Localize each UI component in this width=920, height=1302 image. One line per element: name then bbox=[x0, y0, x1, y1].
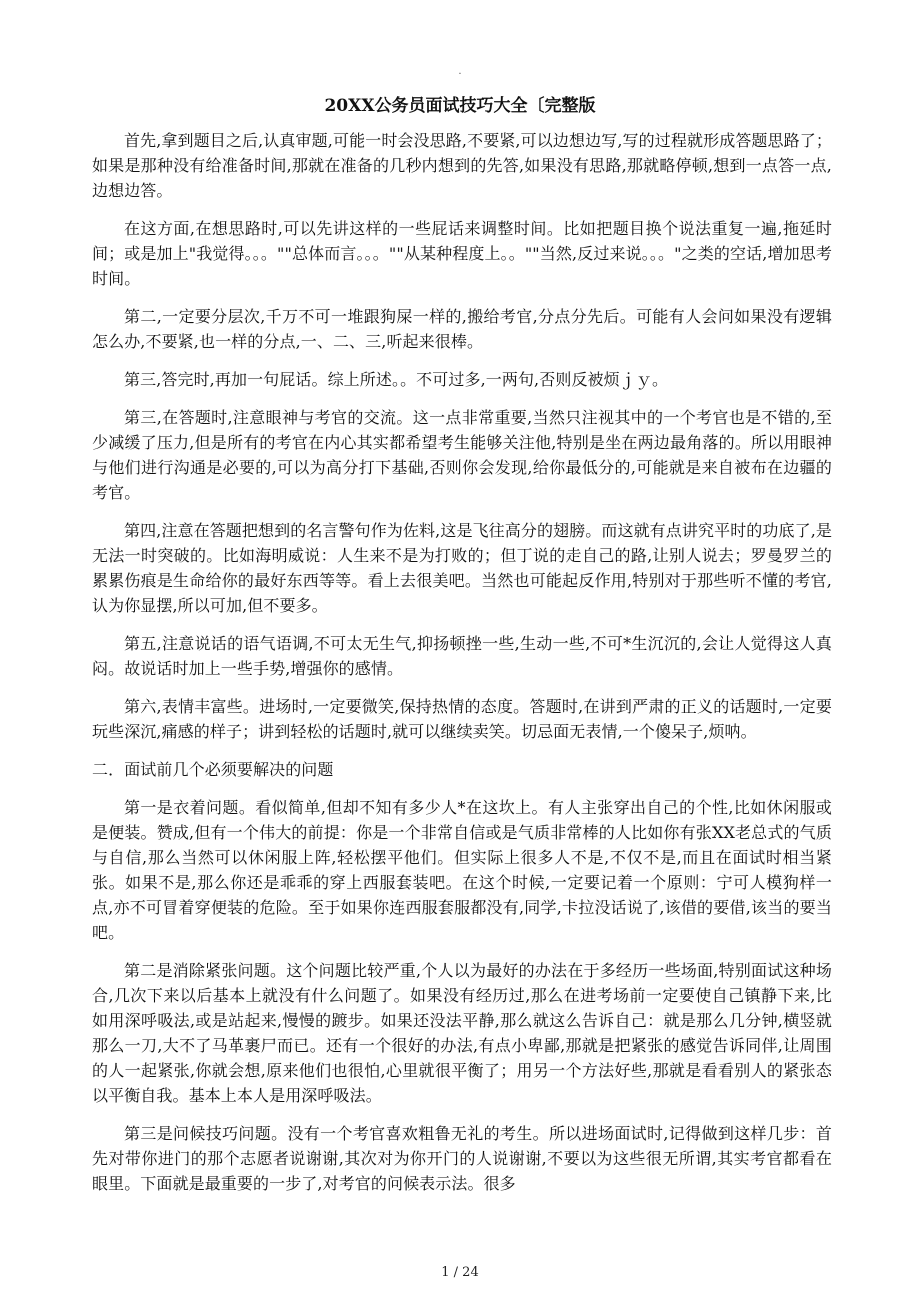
paragraph: 第五,注意说话的语气语调,不可太无生气,抑扬顿挫一些,生动一些,不可*生沉沉的,会让人觉得这人真闷。故说话时加上一些手势,增强你的感情。 bbox=[92, 634, 832, 678]
document-body bbox=[92, 128, 832, 1209]
paragraph: 第三,在答题时,注意眼神与考官的交流。这一点非常重要,当然只注视其中的一个考官也是不错的,至少减缓了压力,但是所有的考官在内心其实都希望考生能够关注他,特别是坐在两边最角落的。所以用眼神与他们进行沟通是必要的,可以为高分打下基础,否则你会发现,给你最低分的,可能就是来自被布在边疆的考官。 bbox=[92, 408, 832, 502]
page-number: 1 / 24 bbox=[441, 1265, 479, 1280]
paragraph: 首先,拿到题目之后,认真审题,可能一时会没思路,不要紧,可以边想边写,写的过程就形成答题思路了；如果是那种没有给准备时间,那就在准备的几秒内想到的先答,如果没有思路,那就略停顿,想到一点答一点,边想边答。 bbox=[92, 131, 832, 200]
paragraph: 第四,注意在答题把想到的名言警句作为佐料,这是飞往高分的翅膀。而这就有点讲究平时的功底了,是无法一时突破的。比如海明威说：人生来不是为打败的；但丁说的走自己的路,让别人说去；罗曼罗兰的累累伤痕是生命给你的最好东西等等。看上去很美吧。当然也可能起反作用,特别对于那些听不懂的考官,认为你显摆,所以可加,但不要多。 bbox=[92, 521, 832, 615]
paragraph: 在这方面,在想思路时,可以先讲这样的一些屁话来调整时间。比如把题目换个说法重复一遍,拖延时间；或是加上"我觉得。。。""总体而言。。。""从某种程度上。。""当然,反过来说。。。"之类的空话,增加思考时间。 bbox=[92, 219, 832, 288]
section-heading: 二．面试前几个必须要解决的问题 bbox=[92, 760, 334, 779]
paragraph: 第三是问候技巧问题。没有一个考官喜欢粗鲁无礼的考生。所以进场面试时,记得做到这样几步：首先对带你进门的那个志愿者说谢谢,其次对为你开门的人说谢谢,不要以为这些很无所谓,其实考官都看在眼里。下面就是最重要的一步了,对考官的问候表示法。很多 bbox=[92, 1124, 832, 1193]
paragraph: 第二,一定要分层次,千万不可一堆跟狗屎一样的,搬给考官,分点分先后。可能有人会问如果没有逻辑怎么办,不要紧,也一样的分点,一、二、三,听起来很棒。 bbox=[92, 307, 832, 351]
document-title: 20XX公务员面试技巧大全〔完整版 bbox=[324, 96, 596, 116]
paragraph: 第三,答完时,再加一句屁话。综上所述。。不可过多,一两句,否则反被烦ｊｙ。 bbox=[124, 370, 669, 389]
paragraph: 第一是衣着问题。看似简单,但却不知有多少人*在这坎上。有人主张穿出自己的个性,比如休闲服或是便装。赞成,但有一个伟大的前提：你是一个非常自信或是气质非常棒的人比如你有张XX老总式的气质与自信,那么当然可以休闲服上阵,轻松摆平他们。但实际上很多人不是,不仅不是,而且在面试时相当紧张。如果不是,那么你还是乖乖的穿上西服套装吧。在这个时候,一定要记着一个原则：宁可人模狗样一点,亦不可冒着穿便装的危险。至于如果你连西服套服都没有,同学,卡拉没话说了,该借的要借,该当的要当吧。 bbox=[92, 798, 832, 942]
paragraph: 第二是消除紧张问题。这个问题比较严重,个人以为最好的办法在于多经历一些场面,特别面试这种场合,几次下来以后基本上就没有什么问题了。如果没有经历过,那么在进考场前一定要使自己镇静下来,比如用深呼吸法,或是站起来,慢慢的踱步。如果还没法平静,那么就这么告诉自己：就是那么几分钟,横竖就那么一刀,大不了马革裹尸而已。还有一个很好的办法,有点小卑鄙,那就是把紧张的感觉告诉同伴,让周围的人一起紧张,你就会想,原来他们也很怕,心里就很平衡了；用另一个方法好些,那就是看看别人的紧张态以平衡自我。基本上本人是用深呼吸法。 bbox=[92, 961, 832, 1105]
paragraph: 第六,表情丰富些。进场时,一定要微笑,保持热情的态度。答题时,在讲到严肃的正义的话题时,一定要玩些深沉,痛感的样子；讲到轻松的话题时,就可以继续卖笑。切忌面无表情,一个傻呆子,烦呐。 bbox=[92, 697, 832, 741]
header-mark: . bbox=[458, 66, 462, 77]
